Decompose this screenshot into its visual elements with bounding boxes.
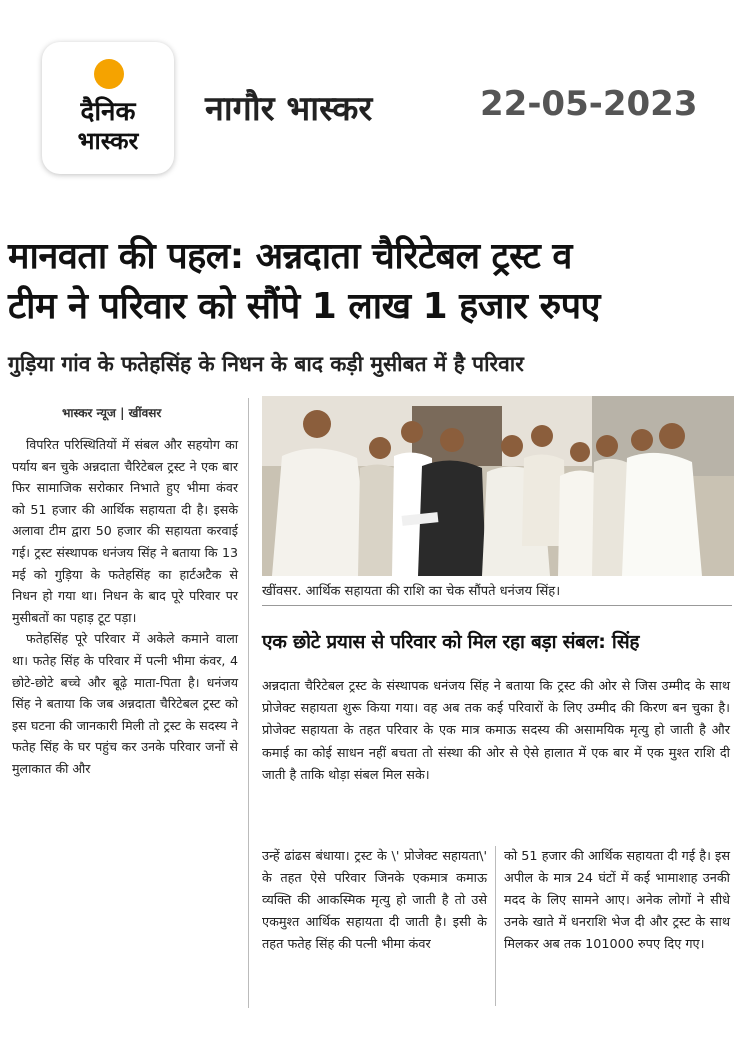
- headline-line2: टीम ने परिवार को सौंपे 1 लाख 1 हजार रुपए: [8, 286, 600, 327]
- middle-column: उन्हें ढांढस बंधाया। ट्रस्ट के \' प्रोजेक्ट सहायता\' के तहत ऐसे परिवार जिनके एकमात्र कमाऊ व्यक्ति की आकस्मिक मृत्यु हो जाती है तो उसे एकमुश्त आर्थिक सहायता दी जाती है। इसी के तहत फतेह सिंह की पत्नी भीमा कंवर: [262, 849, 487, 952]
- section-title: एक छोटे प्रयास से परिवार को मिल रहा बड़ा संबल: सिंह: [262, 631, 640, 653]
- left-paragraph-1: विपरित परिस्थितियों में संबल और सहयोग का पर्याय बन चुके अन्नदाता चैरिटेबल ट्रस्ट ने एक बार फिर सामाजिक सरोकार निभाते हुए भीमा कंवर को 51 हजार की आर्थिक सहायता दी है। इसके अलावा टीम द्वारा 50 हजार की सहायता करवाई गई। ट्रस्ट संस्थापक धनंजय सिंह ने बताया कि 13 मई को गुड़िया के फतेहसिंह का हार्टअटैक से निधन हो गया था। निधन के बाद पूरे परिवार पर मुसीबतों का पहाड़ टूट पड़ा।: [12, 437, 238, 625]
- left-column: [12, 434, 238, 780]
- edition-date: 22-05-2023: [480, 84, 698, 124]
- byline: भास्कर न्यूज | खींवसर: [62, 406, 162, 420]
- dainik-bhaskar-logo: [42, 42, 174, 174]
- column-divider-2: [495, 846, 496, 1006]
- right-column: को 51 हजार की आर्थिक सहायता दी गई है। इस अपील के मात्र 24 घंटों में कई भामाशाह उनकी मदद के लिए सामने आए। अनेक लोगों ने सीधे उनके खाते में धनराशि भेज दी और ट्रस्ट के साथ मिलकर अब तक 101000 रुपए दिए गए।: [504, 849, 730, 952]
- headline-line1: मानवता की पहल: अन्नदाता चैरिटेबल ट्रस्ट व: [8, 236, 572, 277]
- headline: [8, 232, 733, 332]
- photo-caption: खींवसर. आर्थिक सहायता की राशि का चेक सौंपते धनंजय सिंह।: [262, 581, 732, 606]
- news-photo-illustration: [262, 396, 734, 576]
- subheadline: गुड़िया गांव के फतेहसिंह के निधन के बाद कड़ी मुसीबत में है परिवार: [8, 352, 524, 376]
- column-divider: [248, 398, 249, 1008]
- left-paragraph-2: फतेहसिंह पूरे परिवार में अकेले कमाने वाला था। फतेह सिंह के परिवार में पत्नी भीमा कंवर, 4 छोटे-छोटे बच्चे और बूढ़े माता-पिता है। धनंजय सिंह ने बताया कि जब अन्नदाता चैरिटेबल ट्रस्ट को इस घटना की जानकारी मिली तो ट्रस्ट के सदस्य ने फतेह सिंह के घर पहुंच कर उनके परिवार जनों से मुलाकात की और: [12, 631, 238, 776]
- logo-line2: भास्कर: [77, 127, 139, 155]
- edition-title: नागौर भास्कर: [205, 89, 373, 129]
- logo-line1: दैनिक: [80, 97, 136, 127]
- news-photo: [262, 396, 734, 576]
- logo-sun-icon: [94, 59, 124, 89]
- intro-paragraph: अन्नदाता चैरिटेबल ट्रस्ट के संस्थापक धनंजय सिंह ने बताया कि ट्रस्ट की ओर से जिस उम्मीद के साथ प्रोजेक्ट सहायता शुरू किया गया। वह अब तक कई परिवारों के लिए उम्मीद की किरण बन चुका है। प्रोजेक्ट सहायता के तहत परिवार के एक मात्र कमाऊ सदस्य की असामयिक मृत्यु हो जाती है और कमाई का कोई साधन नहीं बचता तो संस्था की ओर से ऐसे हालात में एक बार में एक मुश्त राशि दी जाती है ताकि थोड़ा संबल मिल सके।: [262, 679, 730, 783]
